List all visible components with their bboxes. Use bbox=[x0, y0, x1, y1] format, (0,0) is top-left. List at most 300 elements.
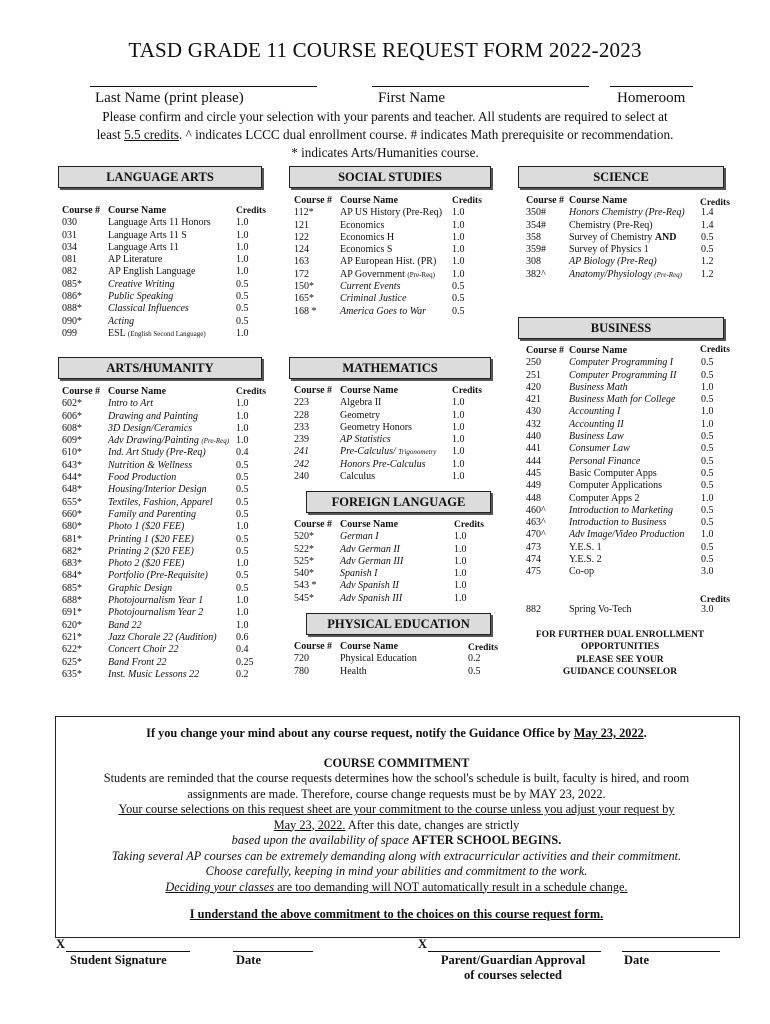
table-row[interactable] bbox=[526, 443, 714, 455]
course-number: 308 bbox=[526, 256, 541, 268]
course-number: 122 bbox=[294, 231, 309, 243]
course-name bbox=[569, 244, 701, 256]
course-credits: 1.0 bbox=[701, 406, 714, 418]
student-signature-label: Student Signature bbox=[70, 953, 167, 967]
course-credits: 0.5 bbox=[236, 570, 249, 582]
table-row[interactable] bbox=[62, 217, 249, 229]
course-name bbox=[108, 279, 236, 291]
course-name-text: Geometry Honors bbox=[340, 421, 412, 433]
course-name-text: Language Arts 11 bbox=[108, 241, 179, 253]
course-number: 168 * bbox=[294, 305, 317, 317]
course-number: 545* bbox=[294, 592, 314, 604]
table-row[interactable] bbox=[294, 544, 467, 556]
course-name bbox=[340, 410, 452, 422]
course-number: 382^ bbox=[526, 268, 546, 280]
table-row[interactable] bbox=[62, 595, 254, 607]
course-name-text: Acting bbox=[108, 315, 135, 327]
vo-tech-row bbox=[526, 604, 714, 616]
instructions-line-1: Please confirm and circle your selection with your parents and teacher. All students are required to select at bbox=[102, 109, 668, 124]
course-number: 085* bbox=[62, 278, 82, 290]
foreign-language-heading: FOREIGN LANGUAGE bbox=[306, 491, 491, 513]
course-credits: 0.5 bbox=[236, 459, 249, 471]
course-name-text: Adv German III bbox=[340, 555, 404, 567]
table-row[interactable] bbox=[526, 357, 714, 369]
course-name bbox=[569, 406, 701, 418]
course-credits: 0.4 bbox=[236, 644, 249, 656]
table-row[interactable] bbox=[62, 316, 249, 328]
table-row[interactable] bbox=[62, 484, 254, 496]
table-row[interactable] bbox=[526, 529, 714, 541]
course-credits: 1.0 bbox=[701, 529, 714, 541]
course-name-text: AP Literature bbox=[108, 254, 163, 266]
table-row[interactable] bbox=[62, 657, 254, 669]
course-name bbox=[340, 580, 454, 592]
course-number: 251 bbox=[526, 369, 541, 381]
course-name-text: Honors Pre-Calculus bbox=[340, 458, 426, 470]
parent-signature-field[interactable] bbox=[428, 951, 601, 952]
table-row[interactable] bbox=[62, 423, 254, 435]
table-header-row bbox=[62, 386, 254, 398]
course-number: 522* bbox=[294, 543, 314, 555]
course-name-text: Adv Spanish II bbox=[340, 580, 399, 592]
course-name-text: Adv German II bbox=[340, 543, 400, 555]
course-number: 655* bbox=[62, 496, 82, 508]
course-number: 460^ bbox=[526, 504, 546, 516]
course-number: 241 bbox=[294, 446, 309, 458]
course-number: 470^ bbox=[526, 529, 546, 541]
course-credits: 0.5 bbox=[701, 431, 714, 443]
table-row[interactable] bbox=[294, 531, 467, 543]
course-name bbox=[108, 570, 236, 582]
course-name-text: Basic Computer Apps bbox=[569, 467, 657, 479]
course-number: 680* bbox=[62, 521, 82, 533]
table-row[interactable] bbox=[526, 269, 714, 281]
course-credits: 1.0 bbox=[701, 381, 714, 393]
table-row[interactable] bbox=[62, 558, 254, 570]
course-name bbox=[340, 568, 454, 580]
course-name-text: Printing 2 ($20 FEE) bbox=[108, 545, 194, 557]
course-credits: 1.0 bbox=[452, 409, 465, 421]
table-row[interactable] bbox=[526, 382, 714, 394]
table-row[interactable] bbox=[294, 410, 465, 422]
table-row[interactable] bbox=[294, 593, 467, 605]
course-name-text: Pre-Calculus/ bbox=[340, 446, 396, 458]
table-row[interactable] bbox=[294, 459, 465, 471]
course-number: 602* bbox=[62, 398, 82, 410]
course-credits: 1.0 bbox=[236, 607, 249, 619]
course-name bbox=[108, 558, 236, 570]
homeroom-field[interactable] bbox=[610, 86, 693, 87]
course-credits: 0.25 bbox=[236, 656, 254, 668]
commitment-heading: COURSE COMMITMENT bbox=[323, 756, 470, 770]
course-number: 163 bbox=[294, 256, 309, 268]
table-row[interactable] bbox=[526, 370, 714, 382]
course-number: 525* bbox=[294, 555, 314, 567]
course-name bbox=[340, 666, 468, 678]
dual-note-line: PLEASE SEE YOUR bbox=[576, 654, 664, 665]
table-row[interactable] bbox=[526, 220, 714, 232]
table-row[interactable] bbox=[526, 406, 714, 418]
required-credits: 5.5 credits bbox=[124, 127, 180, 142]
change-deadline: May 23, 2022 bbox=[573, 726, 644, 740]
course-name bbox=[340, 281, 452, 293]
course-name-text: Nutrition & Wellness bbox=[108, 459, 193, 471]
table-row[interactable] bbox=[526, 493, 714, 505]
table-row[interactable] bbox=[62, 254, 249, 266]
course-number: 440 bbox=[526, 431, 541, 443]
course-name bbox=[108, 669, 236, 681]
table-row[interactable] bbox=[62, 279, 249, 291]
course-credits: 1.0 bbox=[236, 241, 249, 253]
course-name: Spring Vo-Tech bbox=[569, 604, 632, 615]
table-header-row bbox=[526, 195, 714, 207]
trigonometry-note: Trigonometry bbox=[398, 448, 437, 457]
table-row[interactable] bbox=[294, 269, 465, 281]
table-row[interactable] bbox=[526, 604, 714, 616]
commitment-line bbox=[60, 880, 733, 896]
table-row[interactable] bbox=[526, 480, 714, 492]
course-number: 354# bbox=[526, 219, 546, 231]
table-row[interactable] bbox=[294, 207, 465, 219]
course-credits: 1.0 bbox=[454, 555, 467, 567]
course-credits: 1.0 bbox=[452, 434, 465, 446]
course-name-text: Health bbox=[340, 665, 367, 677]
table-row[interactable] bbox=[526, 566, 714, 578]
table-row[interactable] bbox=[294, 244, 465, 256]
table-row[interactable] bbox=[294, 446, 465, 458]
course-number: 520* bbox=[294, 531, 314, 543]
course-credits: 1.0 bbox=[701, 418, 714, 430]
course-name-header: Course Name bbox=[340, 519, 399, 530]
course-name bbox=[108, 435, 236, 447]
course-number: 031 bbox=[62, 229, 77, 241]
table-row[interactable] bbox=[526, 468, 714, 480]
course-name bbox=[340, 232, 452, 244]
course-name bbox=[340, 544, 454, 556]
table-row[interactable] bbox=[526, 232, 714, 244]
course-name-header: Course Name bbox=[108, 205, 167, 216]
course-credits: 0.5 bbox=[701, 244, 714, 256]
course-credits: 1.0 bbox=[236, 229, 249, 241]
table-row[interactable] bbox=[62, 472, 254, 484]
course-name-text: Language Arts 11 Honors bbox=[108, 217, 211, 229]
table-row[interactable] bbox=[294, 220, 465, 232]
course-name-text: Computer Programming II bbox=[569, 369, 677, 381]
business-heading: BUSINESS bbox=[518, 317, 724, 339]
course-number: 448 bbox=[526, 492, 541, 504]
table-row[interactable] bbox=[294, 232, 465, 244]
course-name bbox=[108, 242, 236, 254]
table-row[interactable] bbox=[62, 607, 254, 619]
course-credits: 0.4 bbox=[236, 447, 249, 459]
course-name-text: Current Events bbox=[340, 281, 401, 293]
table-row[interactable] bbox=[526, 207, 714, 219]
credits-header: Credits bbox=[236, 206, 266, 216]
course-name-text: Chemistry (Pre-Req) bbox=[569, 219, 653, 231]
course-name bbox=[108, 230, 236, 242]
table-row[interactable] bbox=[294, 434, 465, 446]
course-credits: 1.0 bbox=[454, 568, 467, 580]
table-row[interactable] bbox=[62, 411, 254, 423]
table-row[interactable] bbox=[294, 256, 465, 268]
commitment-line: Choose carefully, keeping in mind your abilities and commitment to the work. bbox=[205, 864, 588, 878]
table-row[interactable] bbox=[62, 497, 254, 509]
course-name-text: Computer Apps 2 bbox=[569, 492, 640, 504]
vo-credits-header: Credits bbox=[700, 595, 730, 605]
table-row[interactable] bbox=[526, 456, 714, 468]
table-row[interactable] bbox=[526, 542, 714, 554]
course-name-text: Survey of Chemistry bbox=[569, 231, 653, 243]
table-row[interactable] bbox=[62, 620, 254, 632]
course-name bbox=[340, 446, 452, 458]
course-name-text: Food Production bbox=[108, 472, 177, 484]
course-credits: 0.5 bbox=[701, 455, 714, 467]
course-name-text: America Goes to War bbox=[340, 305, 427, 317]
table-row[interactable] bbox=[526, 517, 714, 529]
parent-approval-line-1: Parent/Guardian Approval bbox=[440, 953, 586, 967]
course-name-text: Y.E.S. 2 bbox=[569, 554, 602, 566]
table-row[interactable] bbox=[62, 328, 249, 340]
commitment-line-text: based upon the availability of space bbox=[231, 833, 412, 847]
course-name bbox=[108, 620, 236, 632]
table-row[interactable] bbox=[294, 293, 465, 305]
course-name bbox=[340, 422, 452, 434]
course-number: 475 bbox=[526, 566, 541, 578]
dual-note-line: OPPORTUNITIES bbox=[580, 642, 660, 653]
course-number: 660* bbox=[62, 508, 82, 520]
table-row[interactable] bbox=[526, 554, 714, 566]
course-name bbox=[108, 472, 236, 484]
table-row[interactable] bbox=[526, 431, 714, 443]
prereq-note: (Pre-Req) bbox=[201, 437, 230, 446]
table-row[interactable] bbox=[62, 583, 254, 595]
instructions-least: least bbox=[96, 127, 125, 142]
table-row[interactable] bbox=[294, 471, 465, 483]
table-header-row bbox=[294, 195, 465, 207]
course-name bbox=[569, 269, 701, 281]
course-number: 172 bbox=[294, 268, 309, 280]
table-row[interactable] bbox=[62, 509, 254, 521]
phys-ed-table bbox=[294, 641, 481, 678]
math-table bbox=[294, 385, 465, 483]
table-row[interactable] bbox=[62, 398, 254, 410]
course-name bbox=[340, 293, 452, 305]
commitment-deadline: May 23, 2022. bbox=[273, 817, 346, 832]
course-credits: 3.0 bbox=[701, 566, 714, 578]
instructions-line-2 bbox=[40, 126, 730, 144]
course-name-text: AP Biology (Pre-Req) bbox=[569, 256, 657, 268]
table-row[interactable] bbox=[62, 521, 254, 533]
table-row[interactable] bbox=[62, 632, 254, 644]
course-credits: 0.5 bbox=[701, 369, 714, 381]
course-number: 684* bbox=[62, 570, 82, 582]
course-credits: 1.0 bbox=[236, 398, 249, 410]
student-signature-field[interactable] bbox=[66, 951, 190, 952]
parent-date-label: Date bbox=[624, 953, 649, 967]
table-row[interactable] bbox=[294, 666, 481, 678]
table-row[interactable] bbox=[62, 644, 254, 656]
course-number: 081 bbox=[62, 254, 77, 266]
course-name-text: Ind. Art Study (Pre-Req) bbox=[108, 447, 206, 459]
course-number: 683* bbox=[62, 558, 82, 570]
course-name bbox=[108, 423, 236, 435]
table-row[interactable] bbox=[62, 570, 254, 582]
course-name bbox=[108, 607, 236, 619]
course-name bbox=[340, 269, 452, 281]
course-name bbox=[108, 595, 236, 607]
course-name-text: Language Arts 11 S bbox=[108, 229, 187, 241]
course-name bbox=[108, 534, 236, 546]
course-credits: 0.5 bbox=[701, 231, 714, 243]
course-name-text: Economics S bbox=[340, 244, 393, 256]
course-name-text: Photojournalism Year 1 bbox=[108, 595, 204, 607]
parent-date-field[interactable] bbox=[622, 951, 720, 952]
commitment-line-text: are too demanding will NOT automatically result in a schedule change. bbox=[274, 879, 628, 894]
course-credits: 0.5 bbox=[452, 293, 465, 305]
table-row[interactable] bbox=[526, 256, 714, 268]
course-number-header: Course # bbox=[526, 345, 565, 356]
table-row[interactable] bbox=[294, 653, 481, 665]
course-credits: 3.0 bbox=[701, 604, 714, 615]
last-name-label: Last Name (print please) bbox=[95, 90, 244, 106]
table-row[interactable] bbox=[526, 394, 714, 406]
instructions-legend: . ^ indicates LCCC dual enrollment course. # indicates Math prerequisite or recommendation. bbox=[179, 127, 674, 142]
course-credits: 1.0 bbox=[452, 397, 465, 409]
course-number: 082 bbox=[62, 266, 77, 278]
student-x-mark: X bbox=[56, 937, 66, 951]
table-row[interactable] bbox=[62, 242, 249, 254]
table-row[interactable] bbox=[62, 303, 249, 315]
course-credits: 1.0 bbox=[236, 595, 249, 607]
course-number: 430 bbox=[526, 406, 541, 418]
table-row[interactable] bbox=[526, 244, 714, 256]
course-name-text: Spanish I bbox=[340, 568, 378, 580]
course-name bbox=[569, 505, 701, 517]
course-name-text: Jazz Chorale 22 (Audition) bbox=[108, 631, 217, 643]
course-credits: 1.0 bbox=[452, 219, 465, 231]
course-name-text: Printing 1 ($20 FEE) bbox=[108, 533, 194, 545]
course-credits: 0.5 bbox=[701, 443, 714, 455]
table-row[interactable] bbox=[294, 580, 467, 592]
course-number: 124 bbox=[294, 244, 309, 256]
table-row[interactable] bbox=[62, 546, 254, 558]
course-credits: 1.0 bbox=[236, 435, 249, 447]
table-row[interactable] bbox=[62, 460, 254, 472]
homeroom-label: Homeroom bbox=[617, 90, 686, 106]
course-credits: 0.5 bbox=[701, 480, 714, 492]
first-name-field[interactable] bbox=[372, 86, 589, 87]
table-row[interactable] bbox=[62, 669, 254, 681]
table-row[interactable] bbox=[62, 534, 254, 546]
course-name bbox=[108, 328, 236, 340]
course-name bbox=[340, 397, 452, 409]
course-name bbox=[108, 303, 236, 315]
course-name-header: Course Name bbox=[340, 385, 399, 396]
course-name-text: Photo 2 ($20 FEE) bbox=[108, 558, 185, 570]
commitment-line bbox=[60, 833, 733, 849]
table-row[interactable] bbox=[62, 291, 249, 303]
course-name bbox=[108, 644, 236, 656]
dual-enrollment-note bbox=[518, 629, 722, 679]
table-row[interactable] bbox=[294, 568, 467, 580]
course-name-text: Business Law bbox=[569, 431, 624, 443]
course-name-text: Photo 1 ($20 FEE) bbox=[108, 521, 185, 533]
course-name-text: AP English Language bbox=[108, 266, 196, 278]
course-name-text: Introduction to Business bbox=[569, 517, 667, 529]
parent-x-mark: X bbox=[418, 937, 428, 951]
course-name-text: Creative Writing bbox=[108, 278, 175, 290]
course-name-text: Textiles, Fashion, Apparel bbox=[108, 496, 213, 508]
course-name-text: Calculus bbox=[340, 471, 375, 483]
student-date-field[interactable] bbox=[233, 951, 313, 952]
change-notice-end: . bbox=[643, 726, 647, 740]
course-number: 682* bbox=[62, 545, 82, 557]
course-credits: 0.5 bbox=[236, 278, 249, 290]
course-name-text: Co-op bbox=[569, 566, 594, 578]
table-row[interactable] bbox=[62, 435, 254, 447]
course-number: 445 bbox=[526, 467, 541, 479]
course-number: 030 bbox=[62, 217, 77, 229]
course-number: 099 bbox=[62, 327, 77, 339]
table-row[interactable] bbox=[294, 397, 465, 409]
course-number: 540* bbox=[294, 568, 314, 580]
credits-header: Credits bbox=[452, 386, 482, 396]
course-credits: 1.0 bbox=[452, 244, 465, 256]
course-credits: 1.0 bbox=[236, 217, 249, 229]
course-name bbox=[569, 493, 701, 505]
after-school-begins: AFTER SCHOOL BEGINS. bbox=[412, 833, 562, 847]
table-row[interactable] bbox=[62, 447, 254, 459]
course-name-text: Graphic Design bbox=[108, 582, 173, 594]
course-name bbox=[108, 411, 236, 423]
course-name-text: Criminal Justice bbox=[340, 293, 407, 305]
course-credits: 0.5 bbox=[701, 554, 714, 566]
course-name bbox=[569, 232, 701, 244]
and-word: AND bbox=[654, 231, 677, 243]
last-name-field[interactable] bbox=[90, 86, 317, 87]
course-name-text: Drawing and Painting bbox=[108, 410, 199, 422]
course-name bbox=[340, 653, 468, 665]
table-row[interactable] bbox=[294, 556, 467, 568]
course-number: 621* bbox=[62, 631, 82, 643]
course-name bbox=[569, 256, 701, 268]
student-date-label: Date bbox=[236, 953, 261, 967]
course-name-text: AP European Hist. (PR) bbox=[340, 256, 437, 268]
table-header-row bbox=[294, 385, 465, 397]
course-number: 543 * bbox=[294, 580, 317, 592]
course-name bbox=[340, 256, 452, 268]
course-number: 635* bbox=[62, 668, 82, 680]
course-credits: 0.5 bbox=[701, 541, 714, 553]
table-row[interactable] bbox=[62, 230, 249, 242]
course-number: 441 bbox=[526, 443, 541, 455]
table-row[interactable] bbox=[526, 419, 714, 431]
course-name-text: Adv Spanish III bbox=[340, 592, 403, 604]
table-row[interactable] bbox=[294, 422, 465, 434]
course-credits: 1.2 bbox=[701, 256, 714, 268]
table-row[interactable] bbox=[526, 505, 714, 517]
commitment-line: Taking several AP courses can be extremely demanding along with extracurricular activities and their commitment. bbox=[111, 848, 682, 863]
commitment-paragraph-1 bbox=[60, 771, 733, 895]
course-name-text: AP Statistics bbox=[340, 434, 391, 446]
table-row[interactable] bbox=[62, 266, 249, 278]
arts-heading: ARTS/HUMANITY bbox=[58, 357, 262, 379]
course-name bbox=[340, 434, 452, 446]
table-row[interactable] bbox=[294, 306, 465, 318]
course-name-text: Housing/Interior Design bbox=[108, 484, 207, 496]
course-number: 121 bbox=[294, 219, 309, 231]
table-row[interactable] bbox=[294, 281, 465, 293]
